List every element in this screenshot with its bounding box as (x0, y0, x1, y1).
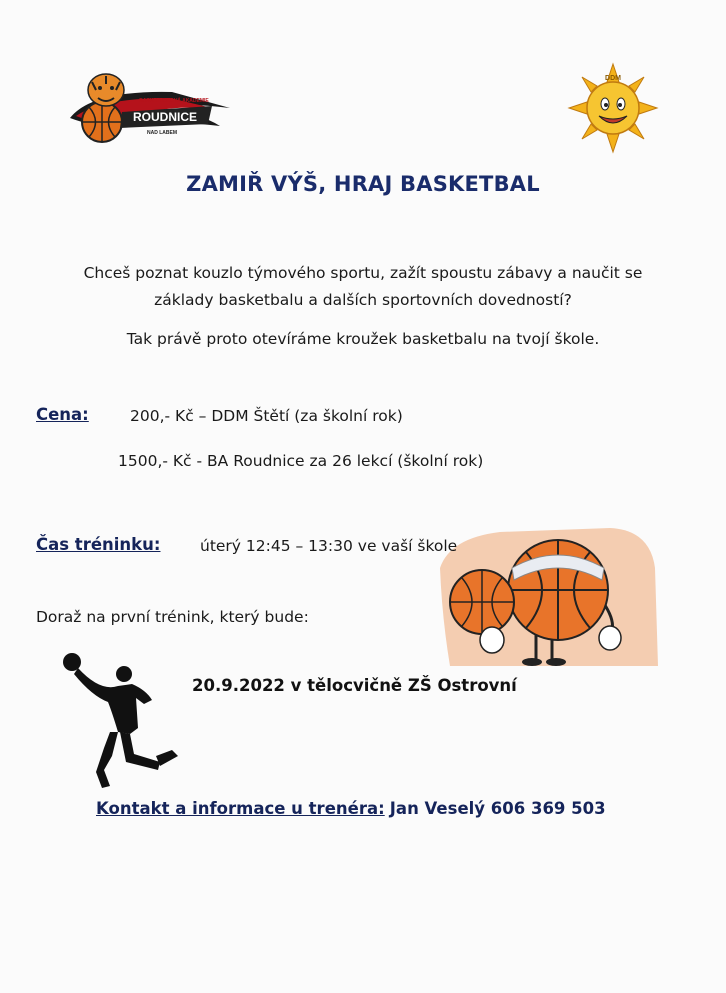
club-logo-text: ROUDNICE (132, 110, 198, 124)
club-logo-subtext: NAD LABEM (147, 130, 177, 136)
price-line-2: 1500,- Kč - BA Roudnice za 26 lekcí (školní rok) (118, 452, 484, 470)
club-logo (62, 68, 234, 150)
intro-line-3: Tak právě proto otevíráme kroužek basketbalu na tvojí škole. (126, 330, 600, 348)
ddm-sun-logo (567, 62, 659, 154)
contact-label: Kontakt a informace u trenéra: (96, 799, 385, 818)
intro-paragraph (40, 260, 686, 314)
intro-line-2: základy basketbalu a dalších sportovních dovedností? (154, 291, 572, 309)
basketball-player-icon (60, 652, 190, 792)
training-label: Čas tréninku: (36, 535, 161, 554)
price-line-1: 200,- Kč – DDM Štětí (za školní rok) (130, 407, 403, 425)
contact-line (96, 799, 606, 818)
price-label: Cena: (36, 405, 89, 424)
contact-value: Jan Veselý 606 369 503 (389, 799, 606, 818)
page-title: ZAMIŘ VÝŠ, HRAJ BASKETBAL (186, 172, 540, 196)
basketballs-illustration (440, 528, 660, 670)
first-training-text: Doraž na první trénink, který bude: (36, 608, 309, 626)
club-logo-top-text: BASKETBALOVÁ AKADEMIE (139, 98, 209, 104)
first-training-date: 20.9.2022 v tělocvičně ZŠ Ostrovní (192, 676, 517, 695)
intro-line-1: Chceš poznat kouzlo týmového sportu, zažít spoustu zábavy a naučit se (83, 264, 643, 282)
ddm-logo-text: DDM (605, 75, 621, 82)
training-value: úterý 12:45 – 13:30 ve vaší škole (200, 537, 458, 555)
